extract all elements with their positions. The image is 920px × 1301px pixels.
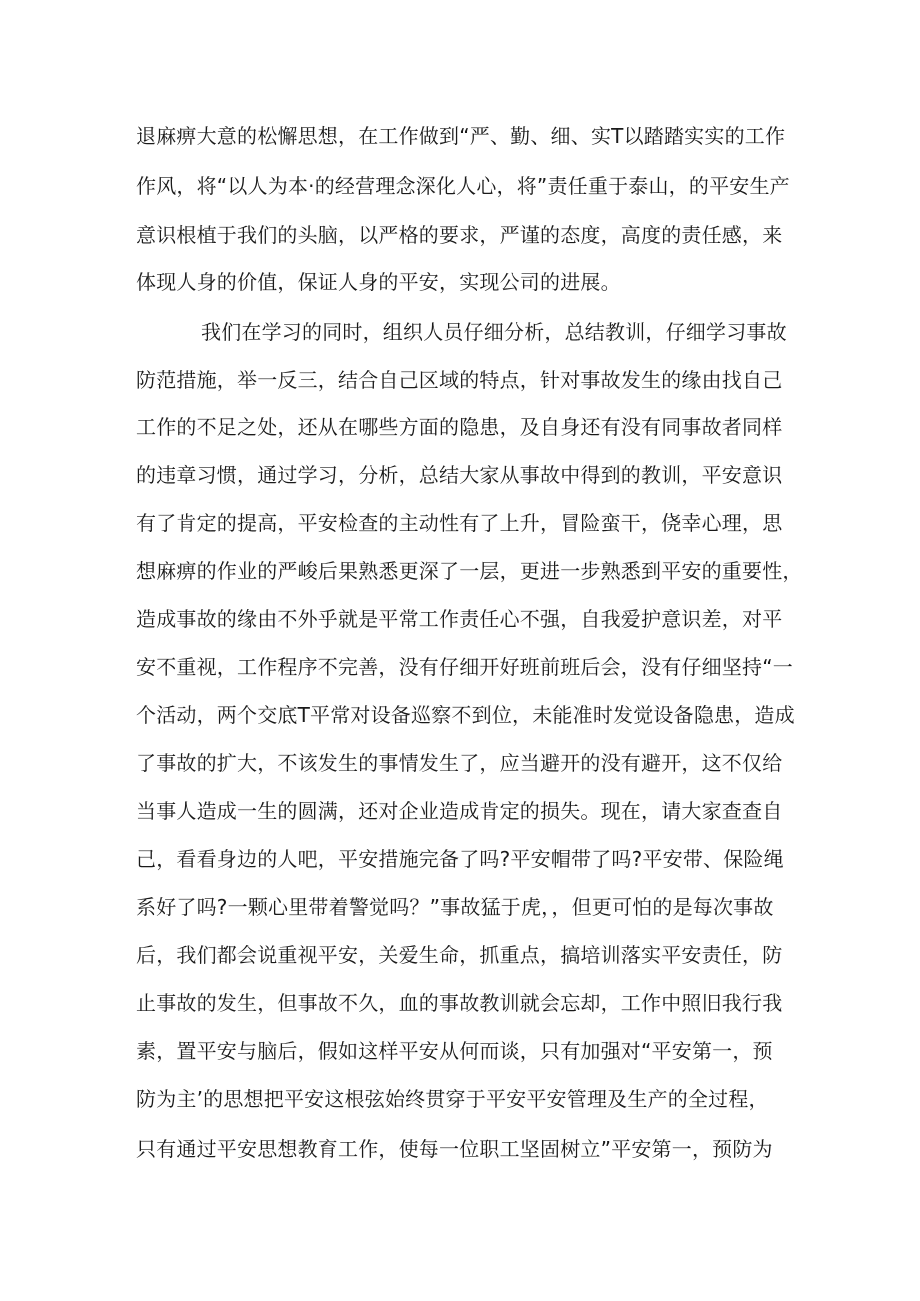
text-line: 我们在学习的同时，组织人员仔细分析，总结教训，仔细学习事故 bbox=[201, 320, 787, 344]
text-line: 有了肯定的提高，平安检查的主动性有了上升，冒险蛮干，侥幸心理，思 bbox=[136, 511, 783, 535]
text-line: 己，看看身边的人吧，平安措施完备了吗?平安帽带了吗?平安带、保险绳 bbox=[136, 847, 784, 871]
text-line: 退麻痹大意的松懈思想，在工作做到“严、勤、细、实T以踏踏实实的工作 bbox=[136, 124, 786, 148]
text-line: 后，我们都会说重视平安，关爱生命，抓重点，搞培训落实平安责任，防 bbox=[136, 943, 783, 967]
text-line: 当事人造成一生的圆满，还对企业造成肯定的损失。现在，请大家查查自 bbox=[136, 799, 783, 823]
text-line: 造成事故的缘由不外乎就是平常工作责任心不强，自我爱护意识差，对平 bbox=[136, 607, 783, 631]
text-line: 止事故的发生，但事故不久，血的事故教训就会忘却，工作中照旧我行我 bbox=[136, 991, 783, 1015]
text-line: 工作的不足之处，还从在哪些方面的隐患，及自身还有没有同事故者同样 bbox=[136, 415, 783, 439]
text-line: 只有通过平安思想教育工作，使每一位职工坚固树立”平安第一，预防为 bbox=[136, 1137, 773, 1161]
text-line: 个活动，两个交底T平常对设备巡察不到位，未能准时发觉设备隐患，造成 bbox=[136, 703, 795, 727]
text-line: 防范措施，举一反三，结合自己区域的特点，针对事故发生的缘由找自己 bbox=[136, 368, 783, 392]
text-line: 安不重视，工作程序不完善，没有仔细开好班前班后会，没有仔细坚持“一 bbox=[136, 655, 793, 679]
text-line: 系好了吗?一颗心里带着警觉吗？”事故猛于虎，，但更可怕的是每次事故 bbox=[136, 895, 774, 919]
text-line: 想麻痹的作业的严峻后果熟悉更深了一层，更进一步熟悉到平安的重要性， bbox=[136, 559, 803, 583]
text-line: 体现人身的价值，保证人身的平安，实现公司的进展。 bbox=[136, 270, 621, 294]
text-line: 防为主’的思想把平安这根弦始终贯穿于平安平安管理及生产的全过程， bbox=[136, 1087, 769, 1111]
text-line: 的违章习惯，通过学习，分析，总结大家从事故中得到的教训，平安意识 bbox=[136, 463, 783, 487]
text-line: 素，置平安与脑后，假如这样平安从何而谈，只有加强对“平安第一，预 bbox=[136, 1039, 773, 1063]
text-line: 了事故的扩大，不该发生的事情发生了，应当避开的没有避开，这不仅给 bbox=[136, 751, 783, 775]
text-line: 作风，将“以人为本·的经营理念深化人心，将”责任重于泰山，的平安生产 bbox=[136, 174, 790, 198]
text-line: 意识根植于我们的头脑，以严格的要求，严谨的态度，高度的责任感，来 bbox=[136, 223, 783, 247]
